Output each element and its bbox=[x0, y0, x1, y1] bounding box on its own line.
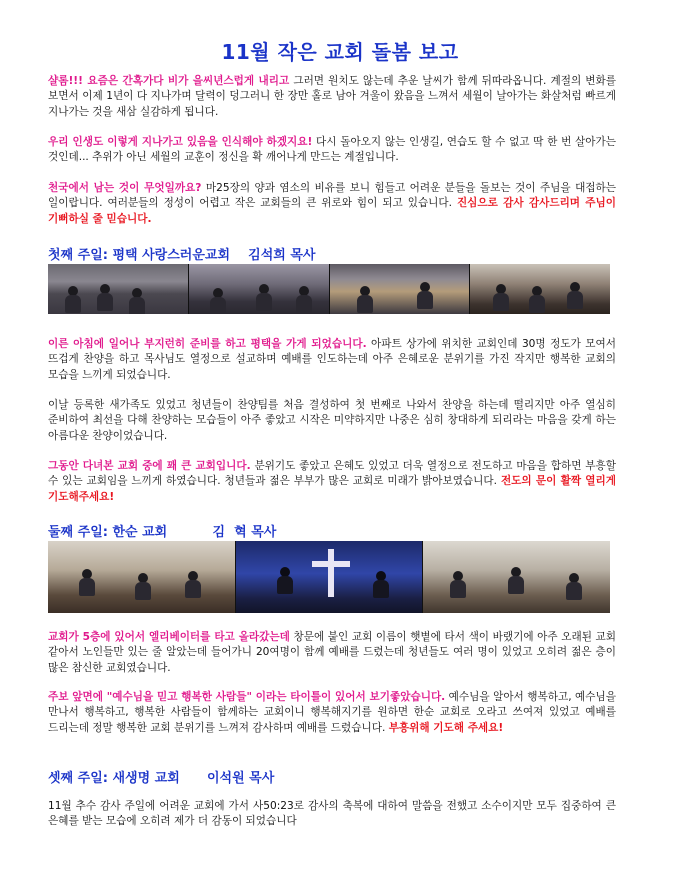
week-3-p1-text: 11월 추수 감사 주일에 어려운 교회에 가서 사50:23로 감사의 축복에 대하여 말씀을 전했고 소수이지만 모두 집중하여 큰 은혜를 받는 모습에 오히려 제가 더 감동이 되었습니다 bbox=[48, 800, 616, 828]
week-1-photo-strip bbox=[48, 264, 610, 314]
worship-photo bbox=[189, 264, 330, 314]
week-2-p2-closing: 부흥위해 기도해 주세요! bbox=[388, 721, 504, 734]
week-1-p1-highlight: 이른 아침에 일어나 부지런히 준비를 하고 평택을 가게 되었습니다. bbox=[48, 338, 367, 350]
week-2-photo-strip bbox=[48, 541, 610, 613]
intro-paragraph-1 bbox=[48, 74, 616, 120]
worship-photo bbox=[236, 541, 424, 613]
week-1-p3-text: 분위기도 좋았고 은혜도 있었고 더욱 열정으로 전도하고 마음을 합하면 부흥할 수 있는 교회임을 느끼게 하였습니다. 청년들과 젊은 부부가 많은 교회로 미래가 밝아보였습니다. bbox=[48, 460, 617, 488]
intro-2-text: 다시 돌아오지 않는 인생길, 연습도 할 수 없고 딱 한 번 살아가는 것인데... 추위가 아닌 세월의 교훈이 정신을 확 깨어나게 만드는 계절입니다. bbox=[48, 136, 616, 164]
week-2-paragraph-1 bbox=[48, 630, 616, 676]
intro-3-text: 마25장의 양과 염소의 비유를 보니 힘들고 어려운 분들을 돌보는 것이 주님을 대접하는 일이랍니다. 여러분들의 정성이 어렵고 작은 교회들의 큰 위로와 힘이 되고 있습니다. bbox=[48, 182, 617, 210]
intro-3-closing: 진심으로 감사 감사드리며 주님이 기뻐하실 줄 믿습니다. bbox=[48, 197, 616, 225]
week-1-p3-highlight: 그동안 다녀본 교회 중에 꽤 큰 교회입니다. bbox=[48, 460, 251, 472]
intro-1-text: 그러면 원치도 않는데 추운 날씨가 함께 뒤따라옵니다. 계절의 변화를 보면서 이제 1년이 다 지나가며 달력이 덩그러니 한 장만 홀로 남아 겨울이 왔음을 느껴서 세월이 날아가는 화살처럼 빠르게 지나가는 것을 새삼 실감하게 됩니다. bbox=[48, 75, 617, 118]
worship-photo bbox=[470, 264, 610, 314]
week-3-paragraph-1 bbox=[48, 799, 616, 830]
worship-photo bbox=[423, 541, 610, 613]
worship-photo bbox=[48, 541, 236, 613]
intro-1-highlight: 샬롬!!! 요즘은 간혹가다 비가 을씨년스럽게 내리고 bbox=[48, 75, 290, 87]
intro-paragraph-3 bbox=[48, 181, 616, 227]
page-title: 11월 작은 교회 돌봄 보고 bbox=[221, 40, 459, 64]
week-1-paragraph-2 bbox=[48, 398, 616, 444]
week-3-heading: 셋째 주일: 새생명 교회 이석원 목사 bbox=[48, 771, 275, 786]
worship-photo bbox=[330, 264, 471, 314]
week-1-paragraph-3 bbox=[48, 459, 616, 505]
week-1-paragraph-1 bbox=[48, 337, 616, 383]
week-2-p1-highlight: 교회가 5층에 있어서 엘리베이터를 타고 올라갔는데 bbox=[48, 631, 290, 643]
week-2-p2-text: 예수님을 알아서 행복하고, 예수님을 만나서 행복하고, 행복한 사람들이 함께하는 교회이니 행복해지기를 원하면 한순 교회로 오라고 쓰여져 있었고 예배를 드리는데 정말 행복한 교회 분위기를 느껴져 감사하며 예배를 드렸습니다. bbox=[48, 691, 616, 734]
intro-3-highlight: 천국에서 남는 것이 무엇일까요? bbox=[48, 182, 202, 194]
week-2-p2-highlight: 주보 앞면에 "예수님을 믿고 행복한 사람들" 이라는 타이틀이 있어서 보기좋았습니다. bbox=[48, 691, 446, 703]
intro-2-highlight: 우리 인생도 이렇게 지나가고 있음을 인식해야 하겠지요! bbox=[48, 136, 313, 148]
intro-paragraph-2 bbox=[48, 135, 616, 166]
week-1-heading: 첫째 주일: 평택 사랑스러운교회 김석희 목사 bbox=[48, 248, 316, 263]
week-1-p2-text: 이날 등록한 새가족도 있었고 청년들이 찬양팀를 처음 결성하여 첫 번째로 나와서 찬양을 하는데 떨리지만 아주 열심히 준비하여 최선을 다해 찬양하는 모습들이 아주 좋았고 시작은 미약하지만 나중은 심히 창대하게 되리라는 마음을 갖게 하는 아름다운 찬양이었습니다. bbox=[48, 399, 616, 442]
week-1-p1-text: 아파트 상가에 위치한 교회인데 30명 정도가 모여서 뜨겁게 찬양을 하고 목사님도 열정으로 설교하며 예배를 인도하는데 아주 은혜로운 분위기를 가진 작지만 행복한 교회의 모습을 느끼게 되었습니다. bbox=[48, 338, 616, 381]
worship-photo bbox=[48, 264, 189, 314]
week-2-heading: 둘째 주일: 한순 교회 김 혁 목사 bbox=[48, 525, 277, 540]
week-1-p3-closing: 전도의 문이 활짝 열리게 기도해주세요! bbox=[48, 475, 617, 503]
week-2-p1-text: 창문에 붙인 교회 이름이 햇볕에 타서 색이 바랬기에 아주 오래된 교회 같아서 노인들만 있는 줄 알았는데 들어가니 20여명이 함께 예배를 드렸는데 청년들도 여러 명이 있었고 오히려 젊은 층이 많은 참신한 교회였습니다. bbox=[48, 631, 616, 674]
week-2-paragraph-2 bbox=[48, 690, 616, 736]
